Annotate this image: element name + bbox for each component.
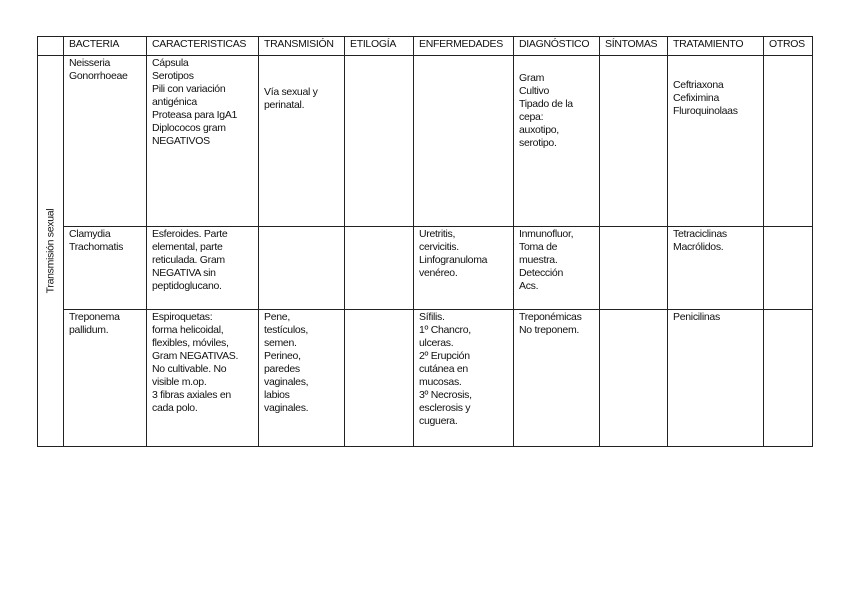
cell-line: Pene,: [264, 311, 290, 323]
cell-otros: [764, 56, 813, 227]
cell-line: antigénica: [152, 96, 197, 108]
cell-line: perinatal.: [264, 99, 305, 111]
cell-enfermedades: [414, 310, 514, 447]
cell-line: No treponem.: [519, 324, 580, 336]
cell-line: Pili con variación: [152, 83, 226, 95]
cell-line: Serotipos: [152, 70, 194, 82]
cell-bacteria: [64, 56, 147, 227]
cell-line: Treponema: [69, 311, 120, 323]
cell-line: muestra.: [519, 254, 558, 266]
cell-line: cervicitis.: [419, 241, 459, 253]
cell-line: Clamydia: [69, 228, 111, 240]
cell-otros: [764, 227, 813, 310]
cell-line: Detección: [519, 267, 563, 279]
cell-sintomas: [600, 56, 668, 227]
cell-etiologia: [345, 310, 414, 447]
cell-bacteria: [64, 310, 147, 447]
cell-transmision: [259, 56, 345, 227]
cell-line: ulceras.: [419, 337, 454, 349]
cell-transmision: [259, 310, 345, 447]
cell-line: reticulada. Gram: [152, 254, 225, 266]
cell-caracteristicas: [147, 56, 259, 227]
cell-etiologia: [345, 56, 414, 227]
cell-line: Fluroquinolaas: [673, 105, 738, 117]
header-diagnostico: DIAGNÓSTICO: [514, 37, 600, 56]
header-otros: OTROS: [764, 37, 813, 56]
cell-line: NEGATIVA sin: [152, 267, 216, 279]
cell-otros: [764, 310, 813, 447]
cell-tratamiento: [668, 310, 764, 447]
header-row: [38, 37, 813, 56]
cell-diagnostico: [514, 310, 600, 447]
cell-line: Sífilis.: [419, 311, 445, 323]
cell-line: visible m.op.: [152, 376, 207, 388]
cell-line: labios: [264, 389, 290, 401]
cell-transmision: [259, 227, 345, 310]
cell-line: Toma de: [519, 241, 558, 253]
cell-line: Diplococos gram: [152, 122, 226, 134]
cell-sintomas: [600, 310, 668, 447]
cell-enfermedades: [414, 56, 514, 227]
header-enfermedades: ENFERMEDADES: [414, 37, 514, 56]
cell-line: flexibles, móviles,: [152, 337, 229, 349]
cell-line: peptidoglucano.: [152, 280, 222, 292]
cell-line: 3º Necrosis,: [419, 389, 472, 401]
cell-tratamiento: [668, 56, 764, 227]
cell-bacteria: [64, 227, 147, 310]
cell-enfermedades: [414, 227, 514, 310]
cell-line: Trachomatis: [69, 241, 124, 253]
header-sintomas: SÍNTOMAS: [600, 37, 668, 56]
cell-line: Cápsula: [152, 57, 189, 69]
header-transmision: TRANSMISIÓN: [259, 37, 345, 56]
cell-line: cepa:: [519, 111, 544, 123]
cell-line: esclerosis y: [419, 402, 471, 414]
cell-line: Linfogranuloma: [419, 254, 488, 266]
cell-line: Cefiximina: [673, 92, 720, 104]
header-caracteristicas: CARACTERISTICAS: [147, 37, 259, 56]
cell-line: vaginales,: [264, 376, 309, 388]
cell-line: Ceftriaxona: [673, 79, 724, 91]
cell-line: vaginales.: [264, 402, 309, 414]
cell-line: Gram: [519, 72, 545, 84]
cell-tratamiento: [668, 227, 764, 310]
cell-line: Neisseria: [69, 57, 111, 69]
header-bacteria: BACTERIA: [64, 37, 147, 56]
cell-line: Tipado de la: [519, 98, 573, 110]
cell-line: Tetraciclinas: [673, 228, 727, 240]
cell-line: Perineo,: [264, 350, 301, 362]
cell-line: cuguera.: [419, 415, 458, 427]
cell-line: pallidum.: [69, 324, 109, 336]
cell-line: Esferoides. Parte: [152, 228, 228, 240]
cell-line: No cultivable. No: [152, 363, 227, 375]
group-label-cell: [38, 56, 64, 447]
cell-line: Proteasa para IgA1: [152, 109, 238, 121]
header-etiologia: ETILOGÍA: [345, 37, 414, 56]
cell-etiologia: [345, 227, 414, 310]
cell-line: cada polo.: [152, 402, 198, 414]
cell-line: Cultivo: [519, 85, 549, 97]
cell-line: 3 fibras axiales en: [152, 389, 231, 401]
cell-caracteristicas: [147, 227, 259, 310]
cell-line: Gonorrhoeae: [69, 70, 128, 82]
group-label: Transmisión sexual: [44, 208, 56, 294]
table-row: [38, 310, 813, 447]
cell-line: serotipo.: [519, 137, 557, 149]
cell-line: Inmunofluor,: [519, 228, 574, 240]
cell-line: Macrólidos.: [673, 241, 724, 253]
cell-line: venéreo.: [419, 267, 458, 279]
table-row: [38, 56, 813, 227]
cell-line: testículos,: [264, 324, 308, 336]
cell-sintomas: [600, 227, 668, 310]
cell-line: Espiroquetas:: [152, 311, 213, 323]
cell-line: NEGATIVOS: [152, 135, 210, 147]
cell-line: mucosas.: [419, 376, 462, 388]
cell-diagnostico: [514, 227, 600, 310]
cell-line: paredes: [264, 363, 300, 375]
cell-line: Uretritis,: [419, 228, 456, 240]
table-row: [38, 227, 813, 310]
cell-diagnostico: [514, 56, 600, 227]
cell-line: 2º Erupción: [419, 350, 470, 362]
cell-line: Treponémicas: [519, 311, 582, 323]
cell-line: forma helicoidal,: [152, 324, 224, 336]
cell-line: Vía sexual y: [264, 86, 318, 98]
header-tratamiento: TRATAMIENTO: [668, 37, 764, 56]
header-corner: [38, 37, 64, 56]
cell-line: 1º Chancro,: [419, 324, 471, 336]
cell-line: cutánea en: [419, 363, 468, 375]
cell-caracteristicas: [147, 310, 259, 447]
bacteria-table: [37, 36, 813, 447]
cell-line: Penicilinas: [673, 311, 720, 323]
cell-line: auxotipo,: [519, 124, 559, 136]
cell-line: Gram NEGATIVAS.: [152, 350, 239, 362]
cell-line: semen.: [264, 337, 297, 349]
cell-line: Acs.: [519, 280, 539, 292]
cell-line: elemental, parte: [152, 241, 223, 253]
